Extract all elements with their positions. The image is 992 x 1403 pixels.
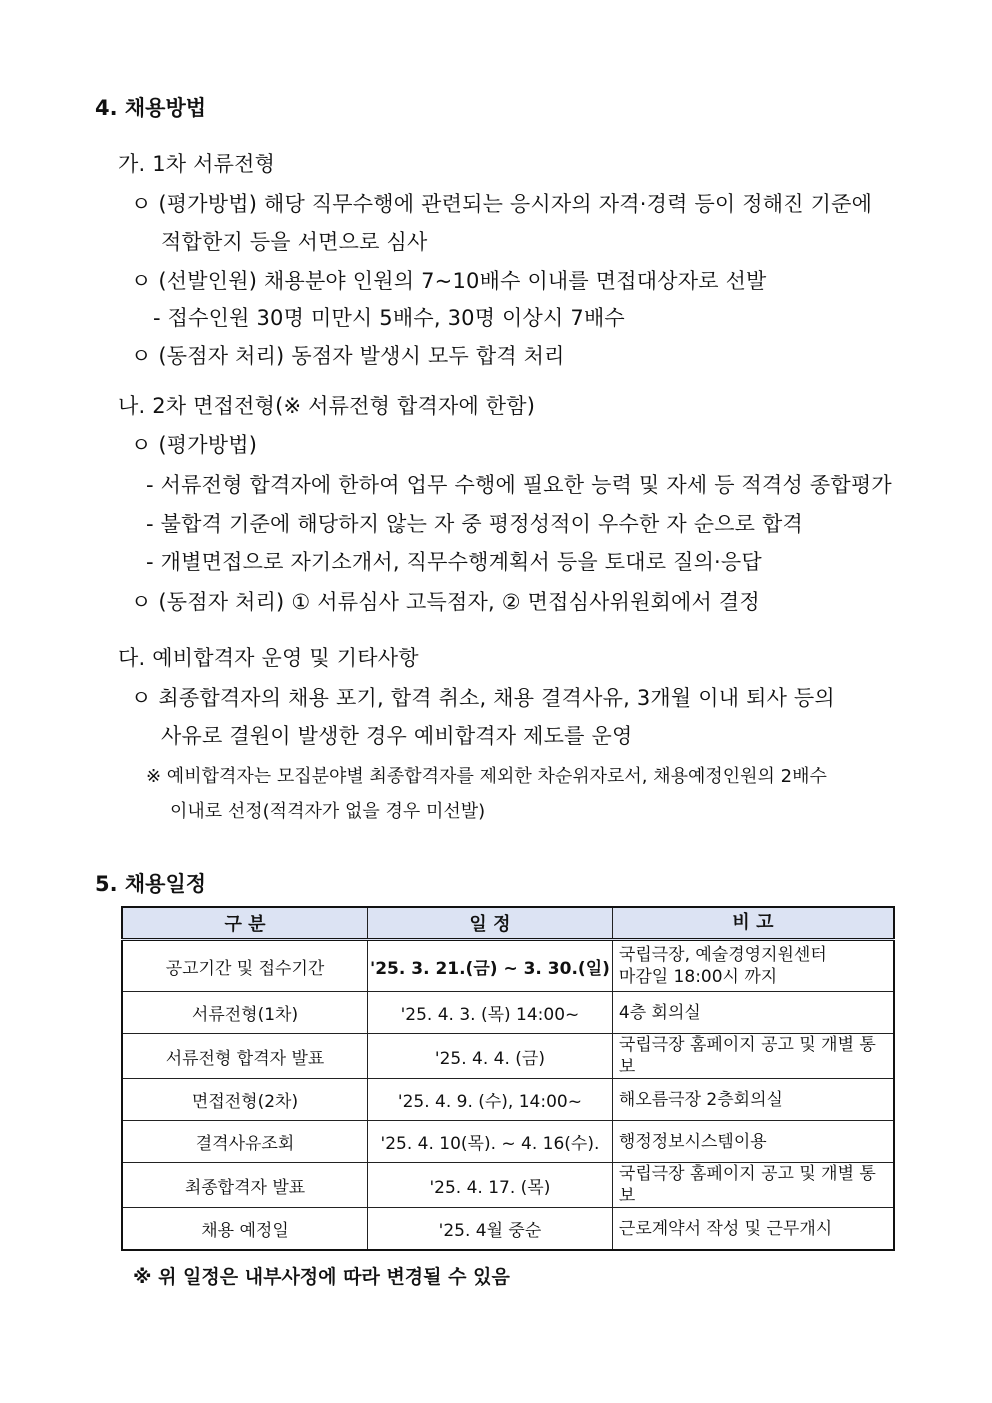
da-bullet-1-line-1: ㅇ 최종합격자의 채용 포기, 합격 취소, 채용 결격사유, 3개월 이내 퇴사 등의: [131, 686, 835, 710]
na-sub-1: - 서류전형 합격자에 한하여 업무 수행에 필요한 능력 및 자세 등 적격성 종합평가: [146, 473, 892, 497]
ga-bullet-1-line-1: ㅇ (평가방법) 해당 직무수행에 관련되는 응시자의 자격·경력 등이 정해진 기준에: [131, 192, 873, 216]
schedule-footnote: ※ 위 일정은 내부사정에 따라 변경될 수 있음: [133, 1266, 510, 1288]
row-category: 서류전형(1차): [122, 992, 368, 1034]
row-date: '25. 4. 10(목). ~ 4. 16(수).: [368, 1121, 613, 1163]
row-date: '25. 3. 21.(금) ~ 3. 30.(일): [368, 940, 613, 992]
na-bullet-1: ㅇ (평가방법): [131, 433, 258, 457]
na-bullet-2: ㅇ (동점자 처리) ① 서류심사 고득점자, ② 면접심사위원회에서 결정: [131, 590, 760, 614]
section-5-heading: 5. 채용일정: [95, 872, 207, 896]
ga-bullet-2-sub: - 접수인원 30명 미만시 5배수, 30명 이상시 7배수: [153, 306, 625, 330]
row-category: 최종합격자 발표: [122, 1163, 368, 1208]
section-4-heading: 4. 채용방법: [95, 96, 207, 120]
subsection-ga-title: 가. 1차 서류전형: [118, 152, 276, 176]
row-note: 국립극장 홈페이지 공고 및 개별 통보: [612, 1034, 894, 1079]
row-category: 결격사유조회: [122, 1121, 368, 1163]
na-sub-2: - 불합격 기준에 해당하지 않는 자 중 평정성적이 우수한 자 순으로 합격: [146, 512, 804, 536]
row-category: 면접전형(2차): [122, 1079, 368, 1121]
schedule-table: [121, 906, 895, 1251]
row-date: '25. 4. 3. (목) 14:00~: [368, 992, 613, 1034]
row-note: [612, 940, 894, 992]
na-sub-3: - 개별면접으로 자기소개서, 직무수행계획서 등을 토대로 질의·응답: [146, 550, 762, 574]
ga-bullet-3: ㅇ (동점자 처리) 동점자 발생시 모두 합격 처리: [131, 344, 565, 368]
row-note: 국립극장 홈페이지 공고 및 개별 통보: [612, 1163, 894, 1208]
row-date: '25. 4. 4. (금): [368, 1034, 613, 1079]
row-note: 근로계약서 작성 및 근무개시: [612, 1208, 894, 1251]
header-note: 비 고: [612, 907, 894, 940]
subsection-na-title: 나. 2차 면접전형(※ 서류전형 합격자에 한함): [118, 394, 536, 418]
row-date: '25. 4. 17. (목): [368, 1163, 613, 1208]
table-row: [122, 1163, 894, 1208]
header-date: 일 정: [368, 907, 613, 940]
row-category: 서류전형 합격자 발표: [122, 1034, 368, 1079]
row-note: 행정정보시스템이용: [612, 1121, 894, 1163]
ga-bullet-2: ㅇ (선발인원) 채용분야 인원의 7~10배수 이내를 면접대상자로 선발: [131, 269, 767, 293]
da-note-line-1: ※ 예비합격자는 모집분야별 최종합격자를 제외한 차순위자로서, 채용예정인원의 2배수: [146, 766, 827, 787]
table-row: [122, 1121, 894, 1163]
row-note-line-2: 마감일 18:00시 까지: [618, 967, 778, 987]
row-date: '25. 4. 9. (수), 14:00~: [368, 1079, 613, 1121]
table-row: [122, 1208, 894, 1251]
ga-bullet-1-line-2: 적합한지 등을 서면으로 심사: [161, 230, 428, 254]
subsection-da-title: 다. 예비합격자 운영 및 기타사항: [118, 646, 419, 670]
row-note: 4층 회의실: [612, 992, 894, 1034]
header-category: 구 분: [122, 907, 368, 940]
table-row: [122, 1034, 894, 1079]
table-row: [122, 992, 894, 1034]
table-row: [122, 940, 894, 992]
da-note-line-2: 이내로 선정(적격자가 없을 경우 미선발): [170, 801, 486, 822]
row-category: 공고기간 및 접수기간: [122, 940, 368, 992]
row-category: 채용 예정일: [122, 1208, 368, 1251]
row-date: '25. 4월 중순: [368, 1208, 613, 1251]
table-row: [122, 1079, 894, 1121]
row-note-line-1: 국립극장, 예술경영지원센터: [618, 945, 827, 965]
row-note: 해오름극장 2층회의실: [612, 1079, 894, 1121]
da-bullet-1-line-2: 사유로 결원이 발생한 경우 예비합격자 제도를 운영: [161, 724, 633, 748]
table-header-row: [122, 907, 894, 940]
